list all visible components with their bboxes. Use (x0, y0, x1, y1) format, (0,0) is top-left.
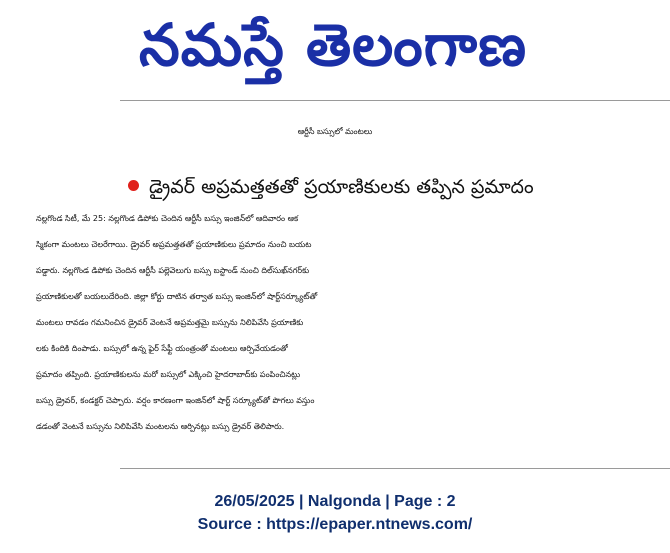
bottom-divider (120, 468, 670, 469)
body-line: లకు కిందికి దింపాడు. బస్సులో ఉన్న ఫైర్ సేఫ్టీ యంత్రంతో మంటలు ఆర్పివేయడంతో (36, 344, 288, 353)
body-line: బస్సు డ్రైవర్, కండక్టర్ చెప్పారు. వర్షం కారణంగా ఇంజిన్‌లో షార్ట్ సర్క్యూట్‌తో పొగలు వస్తుం (36, 396, 315, 405)
footer (0, 490, 670, 536)
body-line: స్మికంగా మంటలు చెలరేగాయి. డ్రైవర్ అప్రమత్తతతో ప్రయాణికులు ప్రమాదం నుంచి బయట (36, 240, 312, 249)
source-link[interactable]: Source : https://epaper.ntnews.com/ (197, 516, 473, 533)
body-line: ప్రమాదం తప్పింది. ప్రయాణికులను మరో బస్సులో ఎక్కించి హైదరాబాద్‌కు పంపించినట్లు (36, 370, 301, 379)
body-line: డడంతో వెంటనే బస్సును నిలిపివేసి మంటలను ఆర్పినట్లు బస్సు డ్రైవర్ తెలిపారు. (36, 422, 285, 431)
newspaper-logo: నమస్తే తెలంగాణ (139, 11, 527, 79)
masthead (0, 0, 670, 100)
article-body (36, 206, 666, 440)
publication-meta: 26/05/2025 | Nalgonda | Page : 2 (214, 493, 456, 510)
body-line: పడ్డారు. నల్లగొండ డిపోకు చెందిన ఆర్టీసీ పల్లెవెలుగు బస్సు బస్టాండ్ నుంచి దిల్‌సుఖ్‌నగర్‌కు (36, 266, 310, 275)
subheadline-text: డ్రైవర్ అప్రమత్తతతో ప్రయాణికులకు తప్పిన ప్రమాదం (149, 176, 534, 198)
article-subheadline (128, 174, 534, 200)
top-divider (120, 100, 670, 101)
body-line: ప్రయాణికులతో బయలుదేరింది. జిల్లా కోర్టు దాటిన తర్వాత బస్సు ఇంజిన్‌లో షార్ట్‌సర్క్యూట్‌తో (36, 292, 318, 301)
article-headline: ఆర్టీసీ బస్సులో మంటలు (297, 127, 373, 136)
body-line: మంటలు రావడం గమనించిన డ్రైవర్ వెంటనే అప్రమత్తమై బస్సును నిలిపివేసి ప్రయాణికు (36, 318, 304, 327)
body-line: నల్లగొండ సిటీ, మే 25: నల్లగొండ డిపోకు చెందిన ఆర్టీసీ బస్సు ఇంజిన్‌లో ఆదివారం ఆక (36, 214, 299, 223)
bullet-icon (128, 180, 139, 191)
